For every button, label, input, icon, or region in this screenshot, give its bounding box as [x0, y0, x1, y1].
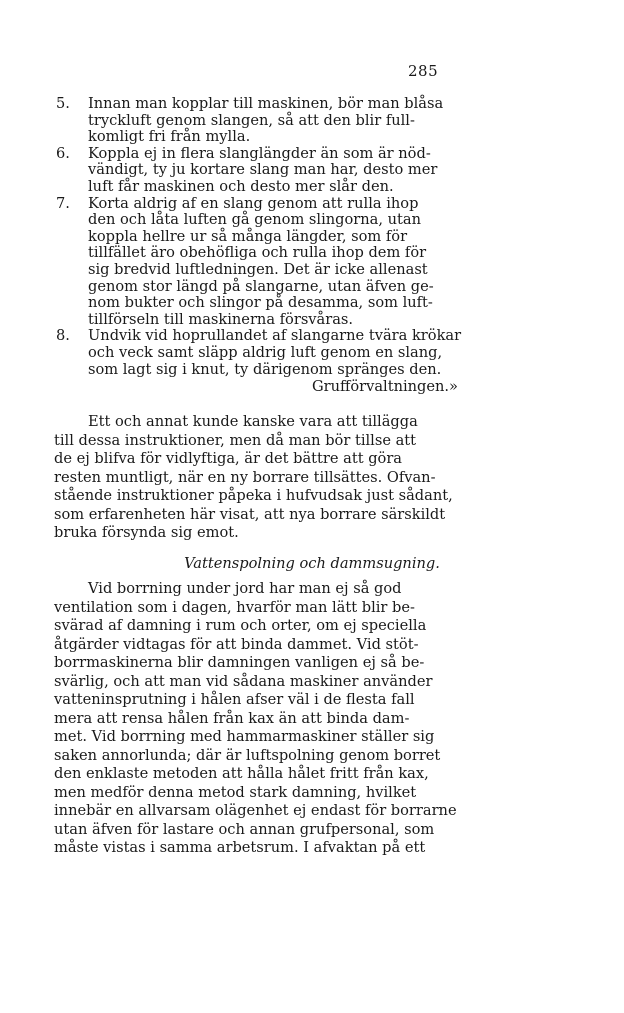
text-line: mera att rensa hålen från kax än att binda dam- — [54, 709, 410, 727]
text-line: sig bredvid luftledningen. Det är icke allenast — [88, 260, 428, 278]
text-line: komligt fri från mylla. — [88, 128, 251, 146]
text-line: den enklaste metoden att hålla hålet fritt från kax, — [54, 765, 429, 782]
text-line: met. Vid borrning med hammarmaskiner ställer sig — [54, 728, 435, 745]
list-item — [56, 196, 460, 329]
text-line: koppla hellre ur så många längder, som för — [88, 227, 408, 245]
text-line: Koppla ej in flera slanglängder än som är nöd- — [88, 144, 431, 162]
text-line: den och låta luften gå genom slingorna, utan — [88, 211, 421, 229]
text-line: och veck samt släpp aldrig luft genom en slang, — [88, 343, 443, 361]
text-line: saken annorlunda; där är luftspolning genom borret — [54, 746, 441, 764]
list-item-number: 8. — [56, 327, 70, 345]
text-line: innebär en allvarsam olägenhet ej endast för borrarne — [54, 802, 457, 819]
text-line: nom bukter och slingor på desamma, som luft- — [88, 294, 433, 312]
list-item-number: 6. — [56, 144, 70, 162]
paragraph-instructions — [54, 413, 458, 543]
list-item — [56, 146, 460, 196]
text-line: till dessa instruktioner, men då man bör tillse att — [54, 431, 417, 449]
text-line: stående instruktioner påpeka i hufvudsak just sådant, — [54, 487, 453, 504]
signature: Grufförvaltningen.» — [311, 378, 458, 396]
text-line: luft får maskinen och desto mer slår den. — [88, 177, 394, 195]
text-line: måste vistas i samma arbetsrum. I afvaktan på ett — [54, 839, 426, 856]
section-heading: Vattenspolning och dammsugning. — [184, 555, 440, 572]
text-line: Undvik vid hoprullandet af slangarne tvära krökar — [88, 327, 462, 345]
text-line: ventilation som i dagen, hvarför man lätt blir be- — [54, 598, 415, 616]
text-line: borrmaskinerna blir damningen vanligen ej så be- — [54, 654, 425, 671]
paragraph-water-flushing — [54, 580, 458, 858]
text-line: svärad af damning i rum och orter, om ej speciella — [54, 617, 427, 634]
text-line: utan äfven för lastare och annan grufpersonal, som — [54, 820, 435, 838]
text-line: tillförseln till maskinerna försvåras. — [88, 310, 354, 328]
list-item-number: 5. — [56, 95, 70, 112]
text-line: Korta aldrig af en slang genom att rulla ihop — [88, 194, 419, 212]
text-line: som erfarenheten här visat, att nya borrare särskildt — [54, 505, 446, 523]
text-line: åtgärder vidtagas för att binda dammet. Vid stöt- — [54, 635, 419, 653]
list-item — [56, 96, 460, 146]
text-line: Innan man kopplar till maskinen, bör man blåsa — [88, 95, 444, 112]
text-line: vändigt, ty ju kortare slang man har, desto mer — [88, 161, 438, 179]
list-item — [56, 328, 460, 378]
page-number: 285 — [408, 62, 439, 80]
text-line: svärlig, och att man vid sådana maskiner använder — [54, 672, 433, 690]
text-line: resten muntligt, när en ny borrare tillsättes. Ofvan- — [54, 468, 436, 486]
text-line: Ett och annat kunde kanske vara att tillägga — [88, 413, 418, 430]
text-line: de ej blifva för vidlyftiga, är det bättre att göra — [54, 450, 402, 467]
text-line: som lagt sig i knut, ty därigenom spränges den. — [88, 360, 442, 378]
list-item-number: 7. — [56, 194, 70, 212]
text-line: bruka försynda sig emot. — [54, 524, 239, 541]
text-line: genom stor längd på slangarne, utan äfven ge- — [88, 277, 434, 295]
text-line: Vid borrning under jord har man ej så god — [88, 580, 402, 597]
numbered-list — [56, 96, 460, 396]
text-line: men medför denna metod stark damning, hvilket — [54, 783, 417, 801]
text-line: tryckluft genom slangen, så att den blir full- — [88, 111, 415, 129]
text-line: tillfället äro obehöfliga och rulla ihop dem för — [88, 244, 427, 262]
text-line: vatteninsprutning i hålen afser väl i de flesta fall — [54, 691, 415, 708]
